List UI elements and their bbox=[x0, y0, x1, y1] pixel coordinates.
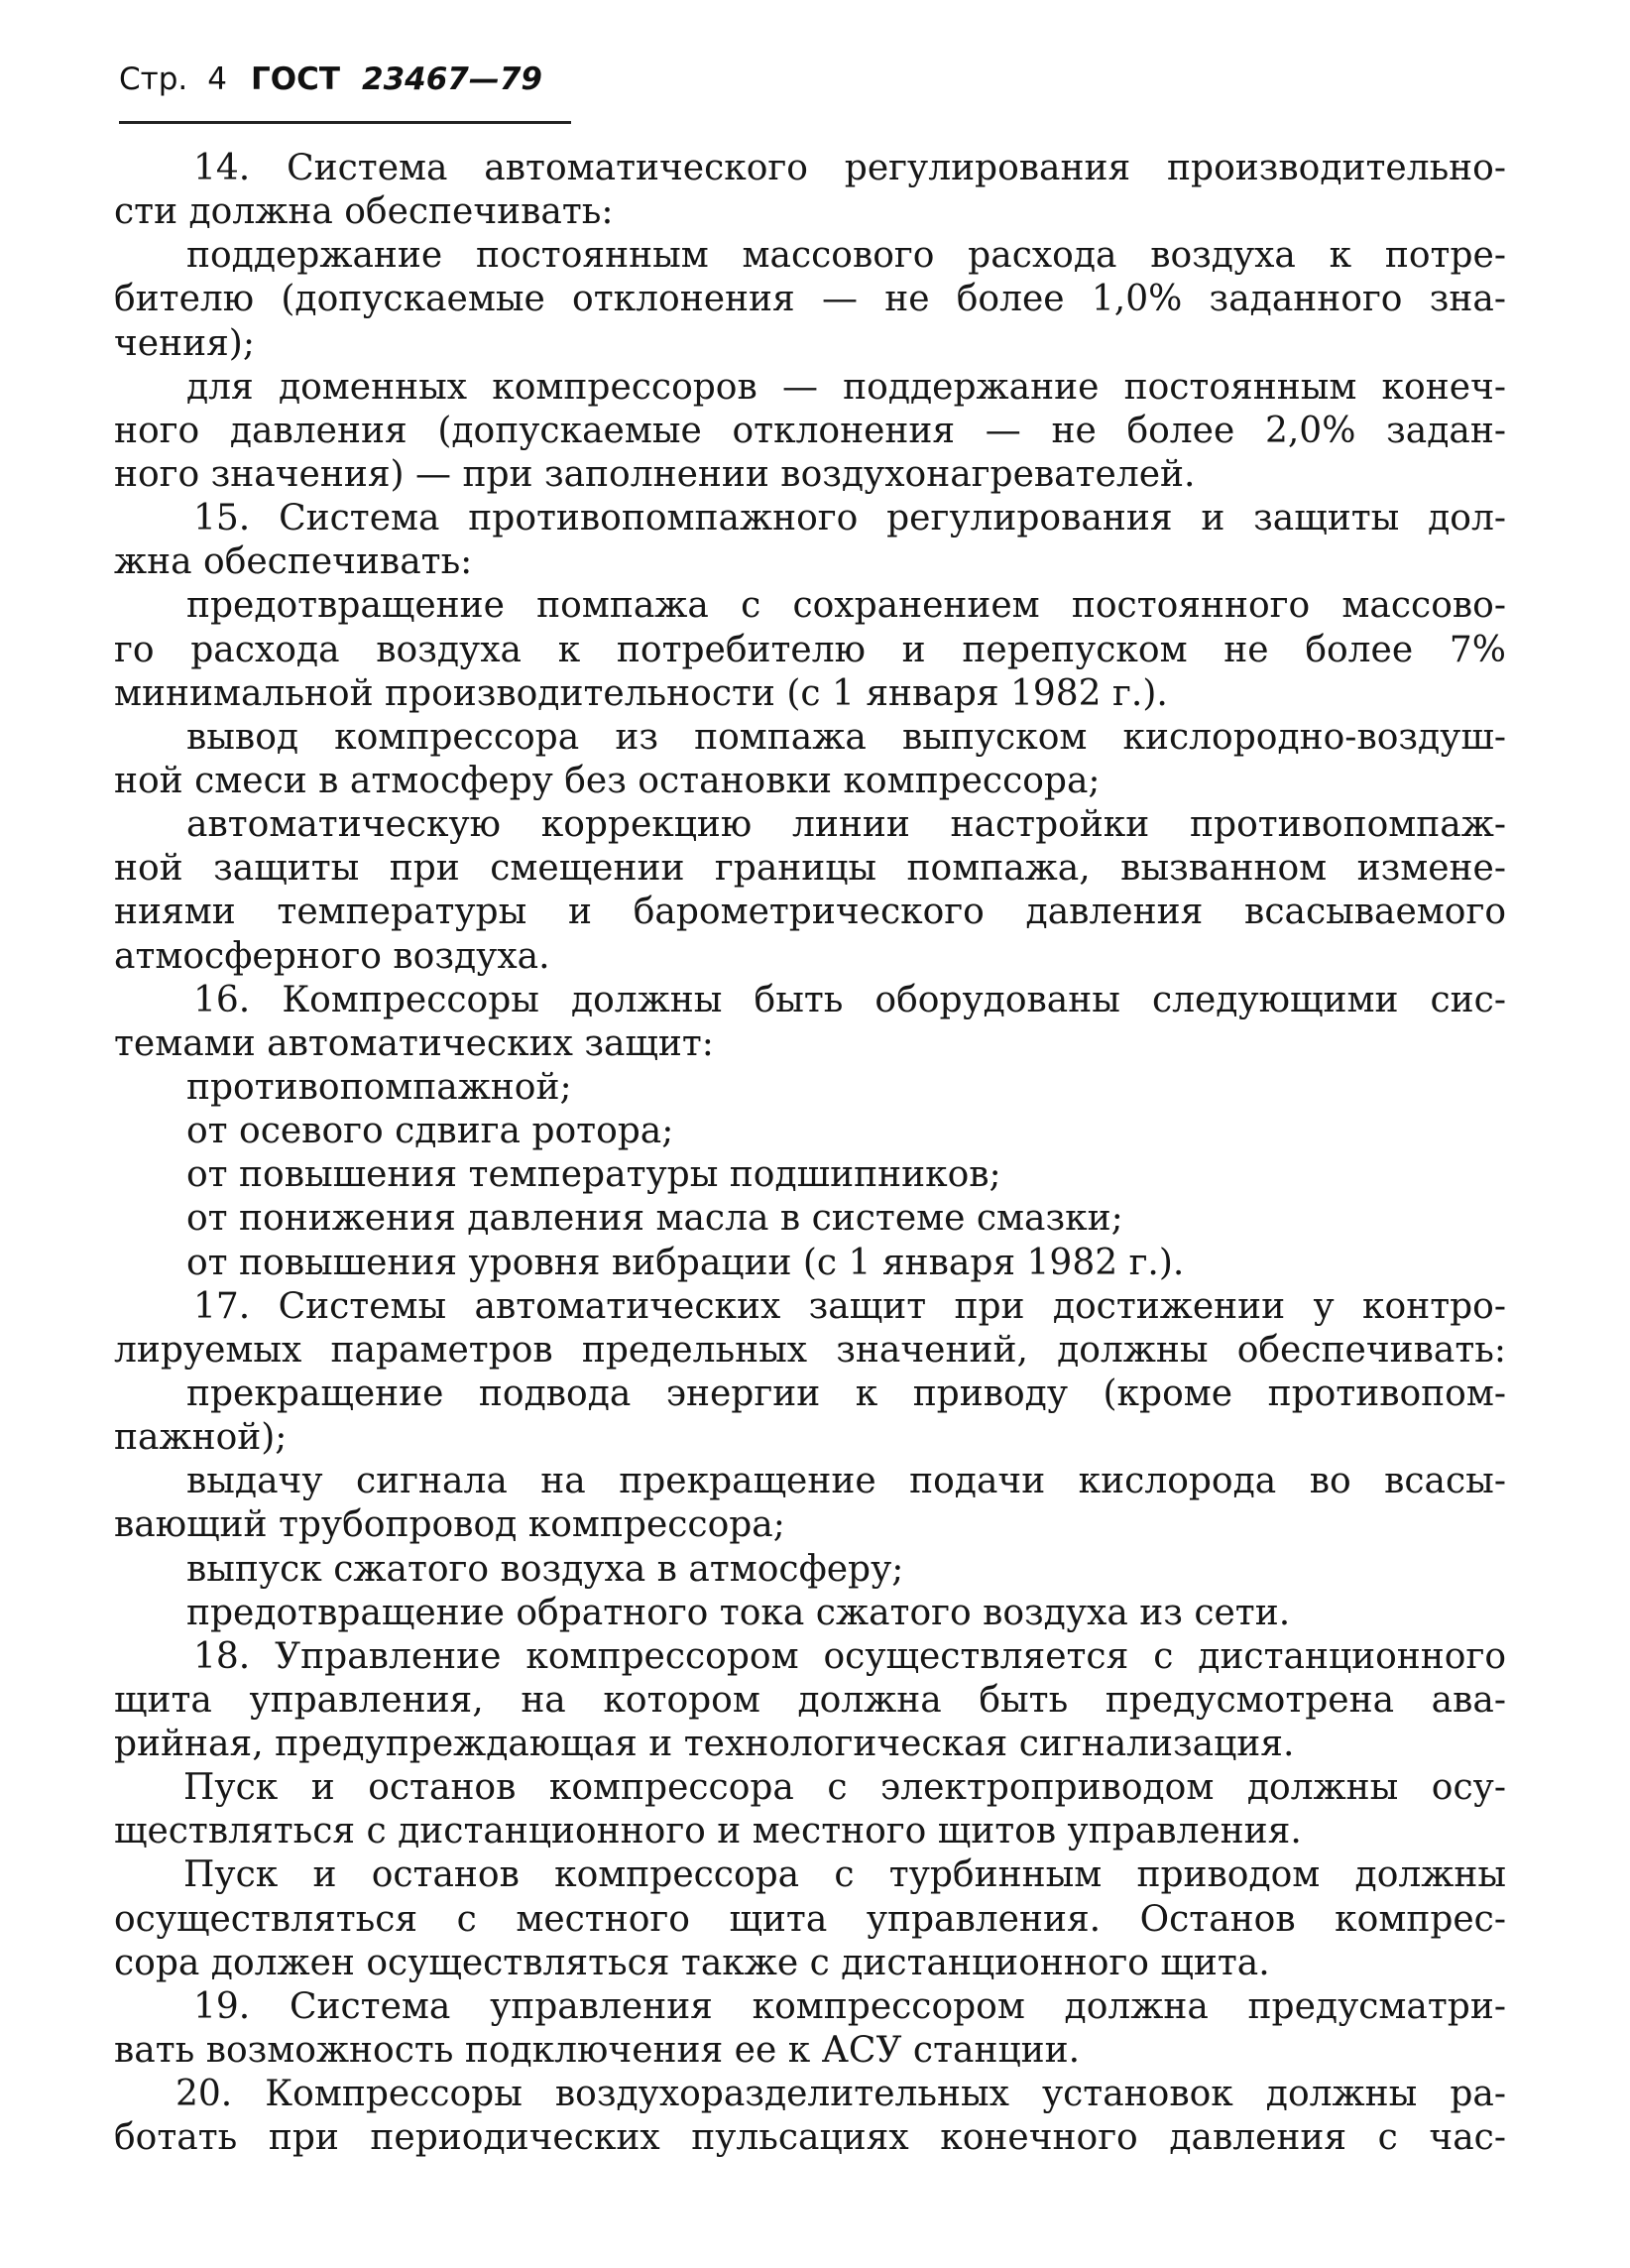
header-page-number: 4 bbox=[207, 61, 227, 97]
text-line: минимальной производительности (с 1 января 1982 г.). bbox=[114, 672, 1168, 714]
text-line: ществляться с дистанционного и местного щитов управления. bbox=[114, 1811, 1302, 1852]
text-line: 19. Система управления компрессором должна предусматри- bbox=[193, 1985, 1506, 2027]
header-standard-number: 23467—79 bbox=[362, 61, 542, 97]
text-line: ной смеси в атмосферу без остановки компрессора; bbox=[114, 760, 1101, 801]
text-line: 14. Система автоматического регулирования производительно- bbox=[193, 148, 1506, 188]
text-line: от повышения уровня вибрации (с 1 января 1982 г.). bbox=[186, 1242, 1185, 1283]
text-line: го расхода воздуха к потребителю и перепуском не более 7% bbox=[114, 629, 1506, 670]
header-rule bbox=[119, 121, 571, 124]
text-line: 18. Управление компрессором осуществляется с дистанционного bbox=[193, 1635, 1506, 1677]
text-line: чения); bbox=[114, 322, 255, 364]
text-line: выпуск сжатого воздуха в атмосферу; bbox=[186, 1548, 904, 1590]
text-line: осуществляться с местного щита управления. Останов компрес- bbox=[114, 1898, 1506, 1940]
text-line: выдачу сигнала на прекращение подачи кислорода во всасы- bbox=[186, 1461, 1506, 1502]
text-line: от повышения температуры подшипников; bbox=[186, 1154, 1001, 1196]
text-line: прекращение подвода энергии к приводу (кроме противопом- bbox=[186, 1373, 1506, 1414]
text-line: сти должна обеспечивать: bbox=[114, 191, 614, 233]
text-line: поддержание постоянным массового расхода воздуха к потре- bbox=[186, 235, 1506, 277]
text-line: вающий трубопровод компрессора; bbox=[114, 1504, 785, 1546]
text-line: для доменных компрессоров — поддержание постоянным конеч- bbox=[186, 366, 1506, 408]
text-line: темами автоматических защит: bbox=[114, 1022, 714, 1064]
text-line: щита управления, на котором должна быть предусмотрена ава- bbox=[114, 1679, 1506, 1721]
text-line: лируемых параметров предельных значений, должны обеспечивать: bbox=[114, 1329, 1506, 1371]
text-line: от понижения давления масла в системе смазки; bbox=[186, 1198, 1123, 1240]
text-line: пажной); bbox=[114, 1417, 288, 1459]
header-page-prefix: Стр. bbox=[119, 61, 188, 97]
text-line: автоматическую коррекцию линии настройки противопомпаж- bbox=[186, 804, 1506, 846]
document-body bbox=[114, 147, 1506, 2160]
text-line: вывод компрессора из помпажа выпуском кислородно-воздуш- bbox=[186, 716, 1506, 758]
text-line: от осевого сдвига ротора; bbox=[186, 1111, 674, 1152]
text-line: жна обеспечивать: bbox=[114, 541, 473, 583]
text-line: Пуск и останов компрессора с электроприводом должны осу- bbox=[183, 1767, 1506, 1809]
text-line: атмосферного воздуха. bbox=[114, 935, 550, 977]
text-line: вать возможность подключения ее к АСУ станции. bbox=[114, 2030, 1081, 2072]
text-line: предотвращение помпажа с сохранением постоянного массово- bbox=[186, 585, 1506, 627]
header-standard: ГОСТ bbox=[250, 61, 340, 97]
text-line: ниями температуры и барометрического давления всасываемого bbox=[114, 892, 1506, 933]
text-line: Пуск и останов компрессора с турбинным приводом должны bbox=[183, 1854, 1506, 1896]
text-line: предотвращение обратного тока сжатого воздуха из сети. bbox=[186, 1592, 1291, 1633]
text-line: ного давления (допускаемые отклонения — не более 2,0% задан- bbox=[114, 410, 1506, 451]
text-line: 20. Компрессоры воздухоразделительных установок должны ра- bbox=[175, 2074, 1506, 2115]
text-line: ботать при периодических пульсациях конечного давления с час- bbox=[114, 2117, 1506, 2159]
page-header bbox=[119, 61, 542, 121]
text-line: бителю (допускаемые отклонения — не более 1,0% заданного зна- bbox=[114, 279, 1506, 320]
text-line: ной защиты при смещении границы помпажа, вызванном измене- bbox=[114, 848, 1506, 890]
text-line: рийная, предупреждающая и технологическая сигнализация. bbox=[114, 1724, 1295, 1765]
text-line: противопомпажной; bbox=[186, 1066, 572, 1108]
text-line: ного значения) — при заполнении воздухонагревателей. bbox=[114, 453, 1196, 495]
text-line: 16. Компрессоры должны быть оборудованы следующими сис- bbox=[193, 979, 1506, 1020]
text-line: сора должен осуществляться также с дистанционного щита. bbox=[114, 1942, 1270, 1983]
text-line: 17. Системы автоматических защит при достижении у контро- bbox=[193, 1285, 1506, 1327]
text-line: 15. Система противопомпажного регулирования и защиты дол- bbox=[193, 498, 1506, 539]
